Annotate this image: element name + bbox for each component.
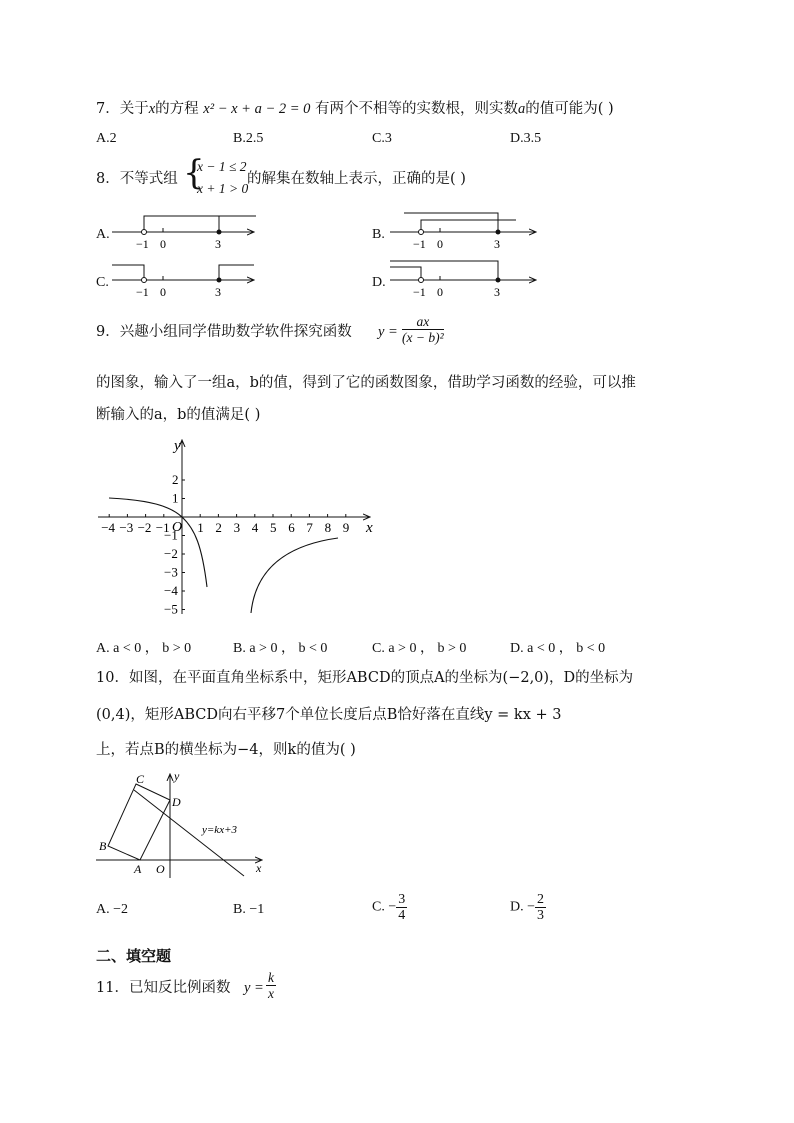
- q9-x-tick-label: 3: [233, 520, 241, 535]
- q9-y-tick-label: −3: [164, 564, 178, 580]
- q10-line1: 10．如图，在平面直角坐标系中，矩形ABCD的顶点A的坐标为(−2,0)，D的坐标为: [96, 670, 634, 686]
- q11-func-num: k: [268, 970, 274, 985]
- q8-option-b-numberline: [390, 213, 536, 251]
- q10-label-a: A: [134, 862, 142, 876]
- q8-option-a-numberline: [112, 216, 256, 251]
- q10-figure: [92, 770, 272, 885]
- q8-system-brace: {: [183, 153, 205, 193]
- q8-c-tick-3: 3: [215, 285, 221, 299]
- q8-c-tick-0: 0: [160, 285, 166, 299]
- q9-line2: 的图象，输入了一组a，b的值，得到了它的函数图象，借助学习函数的经验，可以推: [96, 375, 636, 391]
- q9-option-a[interactable]: A. a < 0 ， b > 0: [96, 641, 192, 656]
- q10-label-y: y: [174, 770, 180, 783]
- q8-a-tick-3: 3: [215, 237, 221, 251]
- q8-option-c-label[interactable]: C.: [96, 275, 109, 290]
- q9-y-tick-label: 1: [172, 490, 179, 506]
- q9-y-tick-label: 2: [172, 472, 179, 487]
- q9-y-axis-label: y: [174, 438, 181, 454]
- q10-line3: 上，若点B的横坐标为−4，则k的值为( ): [96, 742, 356, 758]
- q9-stem-pre: 9．兴趣小组同学借助数学软件探究函数: [96, 324, 352, 340]
- q10-option-d-fraction: [535, 892, 546, 923]
- q7-stem-mid: 的方程: [155, 101, 199, 117]
- q8-number-lines: [0, 0, 794, 310]
- q10-label-c: C: [136, 772, 145, 786]
- q9-y-tick-label: −4: [164, 583, 178, 598]
- q10-option-d[interactable]: [510, 892, 546, 923]
- q9-function-graph: [90, 434, 390, 624]
- q8-a-tick-minus1: −1: [136, 237, 149, 251]
- q10-label-b: B: [99, 839, 107, 853]
- q9-x-axis-label: x: [366, 520, 373, 536]
- q11-func-lhs: y =: [244, 980, 264, 996]
- q9-x-tick-label: 1: [197, 520, 204, 535]
- q11-func-fraction: [266, 970, 276, 1001]
- q9-x-tick-label: −1: [155, 520, 170, 535]
- q9-line3: 断输入的a，b的值满足( ): [96, 407, 261, 423]
- q10-label-o: O: [156, 862, 165, 876]
- q9-func-den: (x − b)²: [402, 330, 444, 345]
- q7-var-x: x: [148, 101, 156, 117]
- q9-option-b[interactable]: B. a > 0 ， b < 0: [233, 641, 328, 656]
- q9-x-tick-label: 6: [288, 520, 295, 535]
- q9-func-num: ax: [402, 314, 444, 330]
- q9-x-tick-label: 8: [324, 520, 332, 535]
- q9-ticks: [109, 480, 346, 610]
- q8-option-c-numberline: [112, 265, 254, 299]
- q9-option-d[interactable]: D. a < 0 ， b < 0: [510, 641, 606, 656]
- section-title-fill-in: 二、填空题: [96, 947, 172, 965]
- q8-a-tick-0: 0: [160, 237, 166, 251]
- q10-label-x: x: [256, 861, 262, 875]
- q9-x-tick-label: 4: [251, 520, 259, 535]
- q10-option-d-den: 3: [537, 908, 545, 923]
- q7-var-a: a: [518, 101, 526, 117]
- q7-stem-end: 的值可能为( ): [525, 101, 614, 117]
- q7-option-b[interactable]: B.2.5: [233, 131, 264, 146]
- q9-x-tick-label: −4: [101, 520, 116, 535]
- q7-option-a[interactable]: A.2: [96, 131, 117, 146]
- q8-b-tick-0: 0: [437, 237, 443, 251]
- q9-y-tick-label: −5: [164, 601, 178, 617]
- q10-option-a[interactable]: A. −2: [96, 902, 129, 917]
- q7-stem-post: 有两个不相等的实数根，则实数: [315, 101, 518, 117]
- q10-option-c-num: 3: [398, 892, 406, 907]
- q10-option-b[interactable]: B. −1: [233, 902, 265, 917]
- q8-c-tick-minus1: −1: [136, 285, 149, 299]
- q7-option-c[interactable]: C.3: [372, 131, 392, 146]
- q8-stem-pre: 8．不等式组: [96, 171, 178, 187]
- q8-d-tick-3: 3: [494, 285, 500, 299]
- q9-x-tick-label: −2: [137, 520, 152, 535]
- q9-func-lhs: y =: [378, 324, 398, 340]
- q9-x-tick-label: −3: [119, 520, 134, 535]
- q10-option-c-prefix: C. −: [372, 899, 397, 915]
- q8-b-tick-minus1: −1: [413, 237, 426, 251]
- q11-func-den: x: [268, 986, 274, 1001]
- q9-x-tick-label: 2: [215, 520, 222, 535]
- q7-stem-pre: 7．关于: [96, 101, 149, 117]
- q8-option-a-label[interactable]: A.: [96, 227, 110, 242]
- q10-option-c-den: 4: [398, 908, 406, 923]
- q9-y-tick-label: −1: [164, 527, 178, 543]
- q10-line2: (0,4)，矩形ABCD向右平移7个单位长度后点B恰好落在直线y = kx + 3: [96, 707, 562, 723]
- q10-rectangle-abcd: [108, 784, 170, 860]
- q9-tick-labels: [101, 472, 349, 617]
- q8-stem-post: 的解集在数轴上表示，正确的是( ): [247, 171, 466, 187]
- q8-b-tick-3: 3: [494, 237, 500, 251]
- q10-label-d: D: [172, 795, 181, 809]
- q8-option-d-numberline: [390, 261, 536, 299]
- q8-ineq-1: x − 1 ≤ 2: [197, 159, 247, 174]
- q8-ineq-2: x + 1 > 0: [197, 181, 249, 196]
- q9-origin-label: O: [172, 520, 183, 535]
- q8-d-tick-0: 0: [437, 285, 443, 299]
- q9-x-tick-label: 7: [306, 520, 313, 535]
- q10-option-c[interactable]: [372, 892, 407, 923]
- q8-d-tick-minus1: −1: [413, 285, 426, 299]
- q9-x-tick-label: 5: [270, 520, 277, 535]
- q10-option-d-prefix: D. −: [510, 899, 536, 915]
- q9-option-c[interactable]: C. a > 0 ， b > 0: [372, 641, 467, 656]
- q9-x-tick-label: 9: [342, 520, 350, 535]
- q10-label-line: y=kx+3: [202, 824, 237, 836]
- q8-option-d-label[interactable]: D.: [372, 275, 386, 290]
- q8-option-b-label[interactable]: B.: [372, 227, 385, 242]
- q10-option-c-fraction: [396, 892, 407, 923]
- q7-option-d[interactable]: D.3.5: [510, 131, 542, 146]
- q7-equation: x² − x + a − 2 = 0: [203, 101, 311, 117]
- q9-func-fraction: [402, 314, 444, 345]
- q9-y-tick-label: −2: [164, 546, 178, 561]
- q10-option-d-num: 2: [537, 892, 545, 907]
- q9-curve-left-branch: [109, 498, 207, 587]
- q11-stem-pre: 11．已知反比例函数: [96, 980, 231, 996]
- q9-curve-right-branch: [251, 538, 338, 613]
